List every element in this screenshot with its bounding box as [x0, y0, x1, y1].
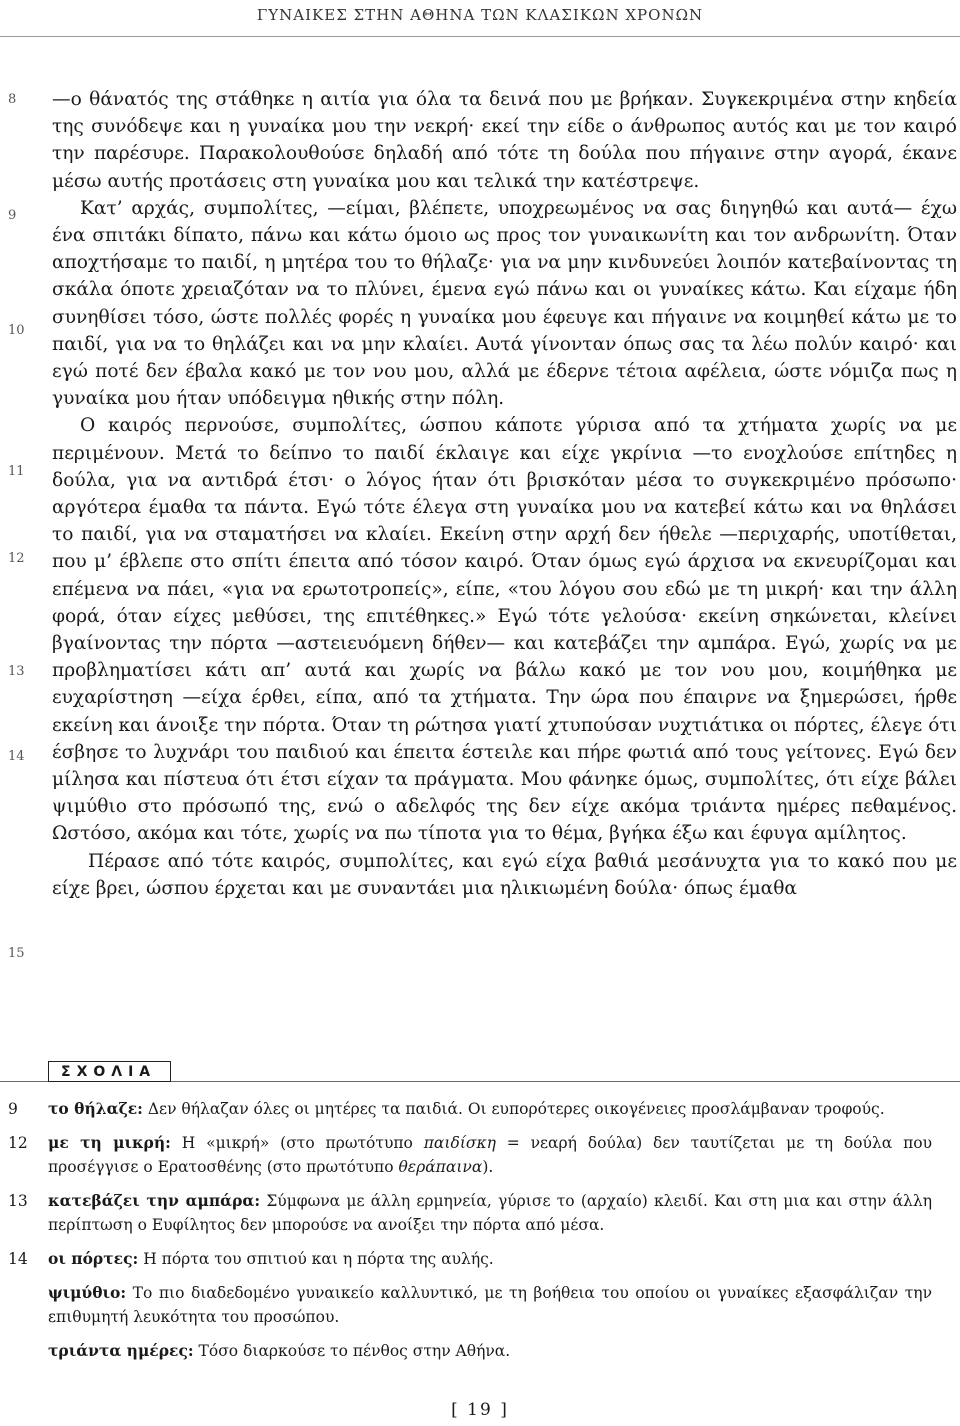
note-text [48, 1134, 932, 1176]
note-term: με τη μικρή: [48, 1133, 171, 1152]
note-term: ψιμύθιο: [48, 1283, 127, 1302]
note-item [0, 1189, 960, 1237]
paragraph: Κατ’ αρχάς, συμπολίτες, —είμαι, βλέπετε, υποχρεωμένος να σας διηγηθώ και αυτά— έχω ένα σπιτάκι δίπατο, πάνω και κάτω όμοιο ως προς τον γυναικωνίτη και τον ανδρωνίτη. Όταν αποχτήσαμε το παιδί, η μητέρα του το θήλαζε· για να μην κινδυνεύει λοιπόν κατεβαίνοντας τη σκάλα όποτε χρειαζόταν να το πλύνει, έμενα εγώ πάνω και οι γυναίκες κάτω. Και είχαμε ήδη συνηθίσει τόσο, ώστε πολλές φορές η γυναίκα μου έφευγε και πήγαινε να κοιμηθεί κάτω με το παιδί, για να το θηλάζει και να μην κλαίει. Αυτά γίνονταν όπως σας τα λέω πολύν καιρό· και εγώ ποτέ δεν έβαλα κακό με τον νου μου, αλλά με έδερνε τέτοια αφέλεια, ώστε νόμιζα πως η γυναίκα μου ήταν υπόδειγμα ηθικής στην πόλη. [52, 197, 957, 410]
page-number: [ 19 ] [451, 1400, 509, 1420]
line-number: 8 [8, 92, 17, 107]
note-italic-term: παιδίσκη [423, 1134, 496, 1152]
note-term: το θήλαζε: [48, 1099, 143, 1118]
note-italic-term: θεράπαινα [398, 1158, 483, 1176]
line-number: 15 [8, 946, 25, 961]
paragraph: Πέρασε από τότε καιρός, συμπολίτες, και εγώ είχα βαθιά μεσάνυχτα για το κακό που με είχε βρει, ώσπου έρχεται και με συναντάει μια ηλικιωμένη δούλα· όπως έμαθα [52, 850, 957, 899]
note-text-part: = νεαρή δούλα) δεν ταυτίζεται με τη δούλα που προσέγγισε ο Ερατοσθένης (στο πρωτότυπο [48, 1134, 933, 1176]
running-head: ΓΥΝΑΙΚΕΣ ΣΤΗΝ ΑΘΗΝΑ ΤΩΝ ΚΛΑΣΙΚΩΝ ΧΡΟΝΩΝ [256, 6, 704, 24]
note-term: οι πόρτες: [48, 1249, 139, 1268]
note-item [0, 1281, 960, 1329]
note-text: Τόσο διαρκούσε το πένθος στην Αθήνα. [198, 1342, 511, 1360]
note-item [0, 1131, 960, 1179]
paragraph: —ο θάνατός της στάθηκε η αιτία για όλα τα δεινά που με βρήκαν. Συγκεκριμένα στην κηδεία της συνόδεψε και η γυναίκα μου την νεκρή· εκεί την είδε ο άνθρωπος αυτός και με τον καιρό την παρέσυρε. Παρακολουθούσε δηλαδή από τότε τη δούλα που πήγαινε στην αγορά, έκανε μέσω αυτής προτάσεις στη γυναίκα μου και τελικά την κατέστρεψε. [52, 89, 957, 192]
note-text: Σύμφωνα με άλλη ερμηνεία, γύρισε το (αρχαίο) κλειδί. Και στη μια και στην άλλη περίπτωση ο Ευφίλητος δεν μπορούσε να ανοίξει την πόρτα από μέσα. [48, 1192, 932, 1234]
note-item [0, 1097, 960, 1121]
note-number: 13 [8, 1192, 28, 1210]
notes-heading: ΣΧΟΛΙΑ [48, 1061, 171, 1082]
note-number: 12 [8, 1134, 28, 1152]
note-term: τριάντα ημέρες: [48, 1341, 194, 1360]
note-item [0, 1339, 960, 1363]
note-text: Δεν θήλαζαν όλες οι μητέρες τα παιδιά. Οι ευπορότερες οικογένειες προσλάμβαναν τροφούς. [147, 1100, 885, 1118]
note-item [0, 1247, 960, 1271]
note-text-part: Η «μικρή» (στο πρωτότυπο [181, 1134, 424, 1152]
note-text: Το πιο διαδεδομένο γυναικείο καλλυντικό, με τη βοήθεια του οποίου οι γυναίκες εξασφάλιζαν την επιθυμητή λευκότητα του προσώπου. [48, 1284, 932, 1326]
note-number: 9 [8, 1100, 18, 1118]
note-term: κατεβάζει την αμπάρα: [48, 1191, 261, 1210]
line-number: 9 [8, 208, 17, 223]
main-text [52, 86, 957, 902]
paragraph: Ο καιρός περνούσε, συμπολίτες, ώσπου κάποτε γύρισα από τα χτήματα χωρίς να με περιμένουν. Μετά το δείπνο το παιδί έκλαιγε και είχε γκρίνια —το ενοχλούσε επίτηδες η δούλα, για να αντιδρά έτσι· ο λόγος ήταν ότι βρισκόταν μέσα το συγκεκριμένο πρόσωπο· αργότερα έμαθα τα πάντα. Εγώ τότε έλεγα στη γυναίκα μου να κατεβεί κάτω και να θηλάσει το παιδί, για να σταματήσει να κλαίει. Εκείνη στην αρχή δεν ήθελε —περιχαρής, υποτίθεται, που μ’ έβλεπε στο σπίτι έπειτα από τόσον καιρό. Όταν όμως εγώ άρχισα να εκνευρίζομαι και επέμενα να πάει, «για να ερωτοτροπείς», είπε, «του λόγου σου εδώ με τη μικρή· και την άλλη φορά, όταν είχες μεθύσει, της επιτέθηκες.» Εγώ τότε γελούσα· εκείνη σηκώνεται, κλείνει βγαίνοντας την πόρτα —αστειευόμενη δήθεν— και κατεβάζει την αμπάρα. Εγώ, χωρίς να με προβληματίσει κάτι απ’ αυτά και χωρίς να βάλω κακό με τον νου μου, κοιμήθηκα με ευχαρίστηση —είχα έρθει, είπα, από τα χτήματα. Την ώρα που έπαιρνε να ξημερώσει, ήρθε εκείνη και άνοιξε την πόρτα. Όταν τη ρώτησα γιατί χτυπούσαν νυχτιάτικα οι πόρτες, έλεγε ότι έσβησε το λυχνάρι του παιδιού και έπειτα έστειλε και πήρε φωτιά από τους γείτονες. Εγώ δεν μίλησα και πίστευα ότι έτσι είχαν τα πράγματα. Μου φάνηκε όμως, συμπολίτες, ότι είχε βάλει ψιμύθιο στο πρόσωπό της, ενώ ο αδελφός της δεν είχε ακόμα τριάντα ημέρες πεθαμένος. Ωστόσο, ακόμα και τότε, χωρίς να πω τίποτα για το θέμα, βγήκα έξω και έφυγα αμίλητος. [52, 415, 957, 845]
header-rule [0, 36, 960, 37]
line-number: 10 [8, 323, 25, 338]
note-text: Η πόρτα του σπιτιού και η πόρτα της αυλής. [143, 1250, 494, 1268]
note-number: 14 [8, 1250, 28, 1268]
line-number: 12 [8, 551, 25, 566]
line-number: 13 [8, 664, 25, 679]
line-number: 11 [8, 464, 25, 479]
note-text-part: ). [482, 1158, 494, 1176]
line-number: 14 [8, 749, 25, 764]
notes-section [0, 1097, 960, 1373]
